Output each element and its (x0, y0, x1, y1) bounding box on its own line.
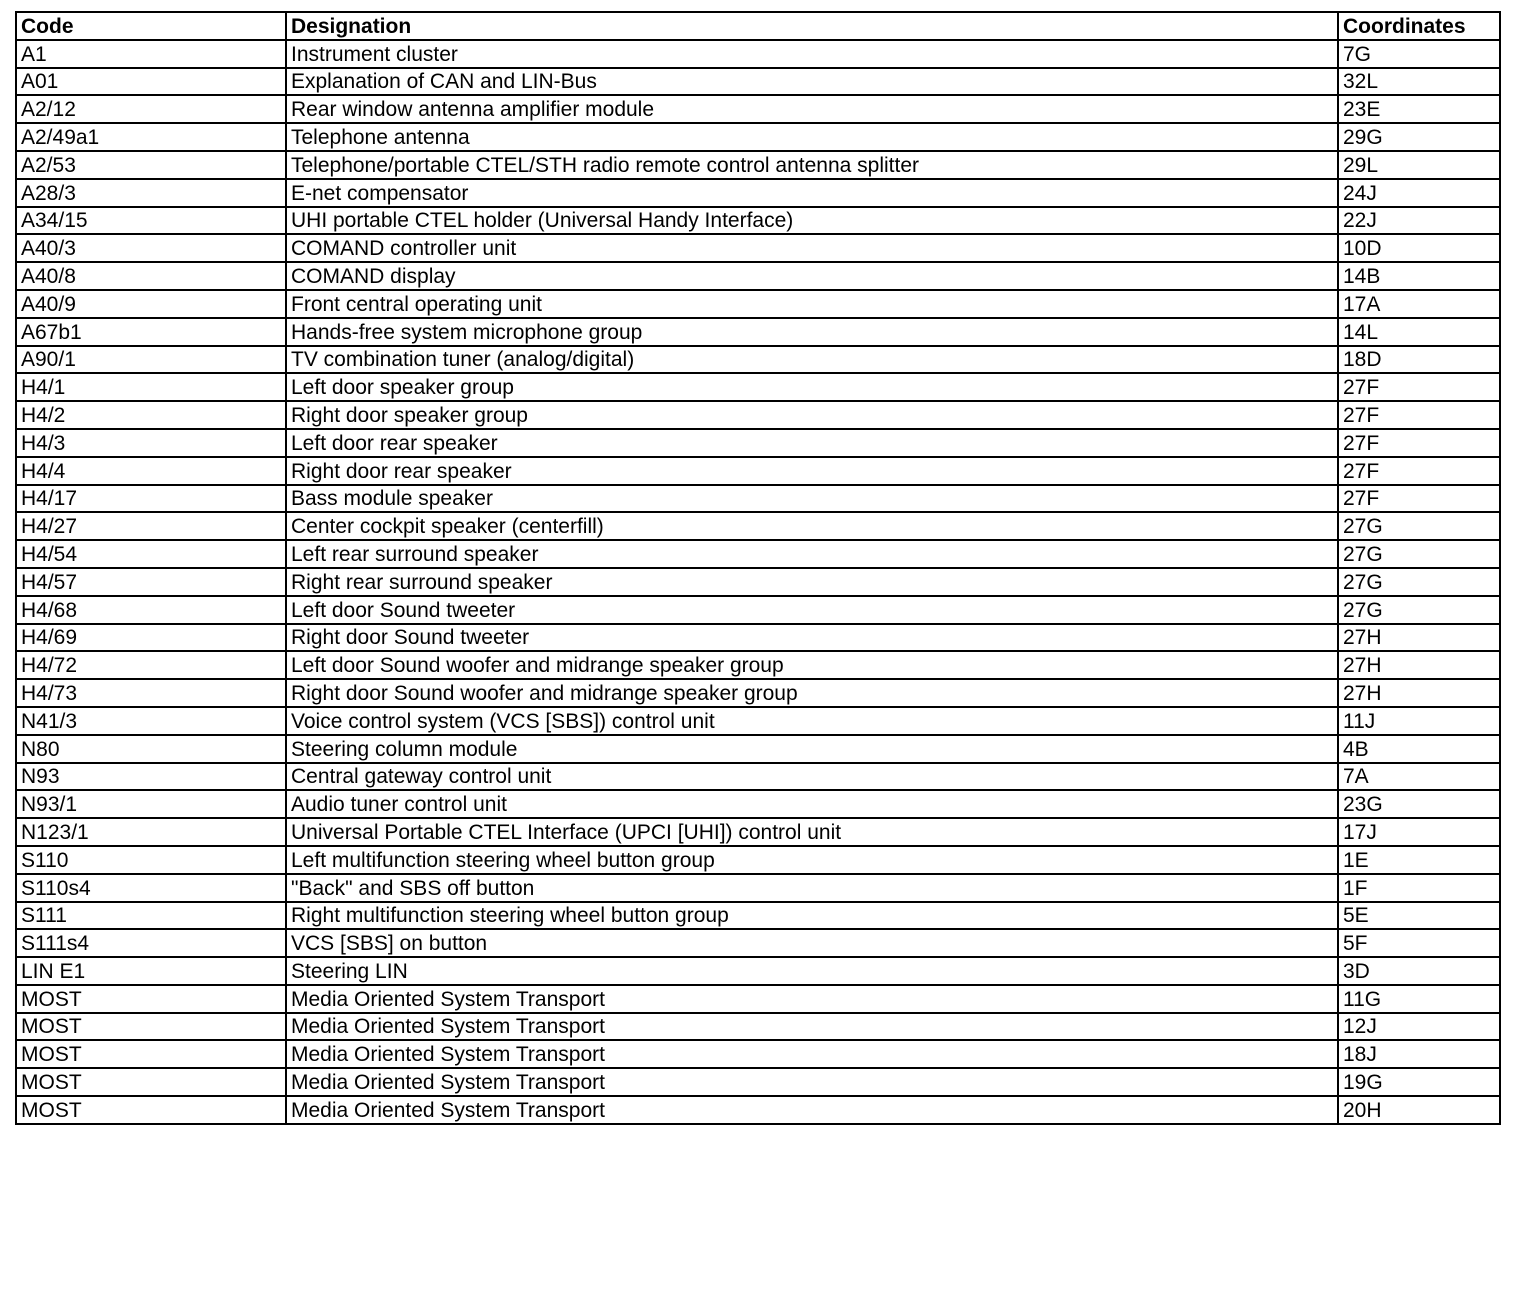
cell-code: A01 (16, 68, 286, 96)
cell-designation: Rear window antenna amplifier module (286, 95, 1338, 123)
cell-code: A90/1 (16, 346, 286, 374)
table-row (16, 790, 1500, 818)
cell-coordinates: 14L (1338, 318, 1500, 346)
table-row (16, 234, 1500, 262)
cell-designation: Right rear surround speaker (286, 568, 1338, 596)
cell-code: S110 (16, 846, 286, 874)
cell-code: H4/72 (16, 651, 286, 679)
cell-code: N93 (16, 763, 286, 791)
cell-coordinates: 27F (1338, 373, 1500, 401)
table-row (16, 318, 1500, 346)
cell-coordinates: 18J (1338, 1040, 1500, 1068)
cell-designation: UHI portable CTEL holder (Universal Handy Interface) (286, 207, 1338, 235)
cell-coordinates: 14B (1338, 262, 1500, 290)
cell-coordinates: 1E (1338, 846, 1500, 874)
cell-code: S111 (16, 902, 286, 930)
cell-designation: COMAND display (286, 262, 1338, 290)
table-row (16, 568, 1500, 596)
table-row (16, 429, 1500, 457)
cell-coordinates: 27F (1338, 401, 1500, 429)
table-row (16, 846, 1500, 874)
cell-coordinates: 20H (1338, 1096, 1500, 1124)
cell-coordinates: 12J (1338, 1013, 1500, 1041)
cell-code: H4/57 (16, 568, 286, 596)
table-row (16, 624, 1500, 652)
table-row (16, 262, 1500, 290)
cell-coordinates: 27F (1338, 485, 1500, 513)
cell-designation: Hands-free system microphone group (286, 318, 1338, 346)
cell-coordinates: 18D (1338, 346, 1500, 374)
table-row (16, 596, 1500, 624)
table-row (16, 818, 1500, 846)
cell-code: LIN E1 (16, 957, 286, 985)
cell-designation: Left door rear speaker (286, 429, 1338, 457)
cell-coordinates: 29L (1338, 151, 1500, 179)
cell-designation: TV combination tuner (analog/digital) (286, 346, 1338, 374)
table-row (16, 457, 1500, 485)
cell-coordinates: 27H (1338, 651, 1500, 679)
cell-code: A40/9 (16, 290, 286, 318)
cell-designation: Center cockpit speaker (centerfill) (286, 512, 1338, 540)
cell-coordinates: 27H (1338, 679, 1500, 707)
cell-designation: Instrument cluster (286, 40, 1338, 68)
cell-code: A28/3 (16, 179, 286, 207)
table-row (16, 1040, 1500, 1068)
cell-designation: Voice control system (VCS [SBS]) control unit (286, 707, 1338, 735)
cell-code: A2/53 (16, 151, 286, 179)
cell-code: A34/15 (16, 207, 286, 235)
cell-code: H4/1 (16, 373, 286, 401)
table-row (16, 707, 1500, 735)
cell-coordinates: 27G (1338, 512, 1500, 540)
cell-code: A2/49a1 (16, 123, 286, 151)
cell-coordinates: 32L (1338, 68, 1500, 96)
table-row (16, 735, 1500, 763)
cell-designation: Telephone antenna (286, 123, 1338, 151)
cell-designation: Telephone/portable CTEL/STH radio remote control antenna splitter (286, 151, 1338, 179)
cell-code: N123/1 (16, 818, 286, 846)
header-designation: Designation (286, 12, 1338, 40)
cell-designation: Right door speaker group (286, 401, 1338, 429)
table-row (16, 401, 1500, 429)
table-body (16, 40, 1500, 1124)
table-row (16, 95, 1500, 123)
cell-designation: Front central operating unit (286, 290, 1338, 318)
table-row (16, 929, 1500, 957)
cell-code: N41/3 (16, 707, 286, 735)
table-row (16, 651, 1500, 679)
table-row (16, 40, 1500, 68)
header-code: Code (16, 12, 286, 40)
table-row (16, 957, 1500, 985)
cell-coordinates: 27F (1338, 429, 1500, 457)
cell-code: A2/12 (16, 95, 286, 123)
cell-designation: Left multifunction steering wheel button group (286, 846, 1338, 874)
cell-coordinates: 24J (1338, 179, 1500, 207)
cell-code: S110s4 (16, 874, 286, 902)
table-row (16, 207, 1500, 235)
cell-designation: Media Oriented System Transport (286, 1096, 1338, 1124)
cell-coordinates: 3D (1338, 957, 1500, 985)
cell-coordinates: 1F (1338, 874, 1500, 902)
table-row (16, 1068, 1500, 1096)
cell-code: H4/2 (16, 401, 286, 429)
cell-designation: Media Oriented System Transport (286, 1040, 1338, 1068)
cell-coordinates: 29G (1338, 123, 1500, 151)
cell-designation: Right door rear speaker (286, 457, 1338, 485)
cell-code: A40/8 (16, 262, 286, 290)
table-row (16, 540, 1500, 568)
table-row (16, 151, 1500, 179)
table-row (16, 1013, 1500, 1041)
cell-coordinates: 27G (1338, 540, 1500, 568)
table-row (16, 179, 1500, 207)
cell-designation: Bass module speaker (286, 485, 1338, 513)
cell-coordinates: 17A (1338, 290, 1500, 318)
cell-coordinates: 27G (1338, 568, 1500, 596)
cell-coordinates: 23G (1338, 790, 1500, 818)
cell-designation: Steering LIN (286, 957, 1338, 985)
cell-coordinates: 11J (1338, 707, 1500, 735)
cell-designation: Steering column module (286, 735, 1338, 763)
table-header-row (16, 12, 1500, 40)
cell-coordinates: 27G (1338, 596, 1500, 624)
table-row (16, 346, 1500, 374)
cell-designation: Media Oriented System Transport (286, 1013, 1338, 1041)
table-row (16, 290, 1500, 318)
cell-designation: Left rear surround speaker (286, 540, 1338, 568)
cell-coordinates: 23E (1338, 95, 1500, 123)
cell-coordinates: 5E (1338, 902, 1500, 930)
cell-designation: Media Oriented System Transport (286, 1068, 1338, 1096)
cell-designation: Left door Sound tweeter (286, 596, 1338, 624)
cell-code: MOST (16, 1096, 286, 1124)
cell-code: H4/4 (16, 457, 286, 485)
cell-coordinates: 19G (1338, 1068, 1500, 1096)
cell-coordinates: 10D (1338, 234, 1500, 262)
cell-designation: "Back" and SBS off button (286, 874, 1338, 902)
table-row (16, 485, 1500, 513)
cell-code: H4/69 (16, 624, 286, 652)
cell-designation: Central gateway control unit (286, 763, 1338, 791)
cell-coordinates: 7A (1338, 763, 1500, 791)
cell-code: S111s4 (16, 929, 286, 957)
cell-code: MOST (16, 1068, 286, 1096)
component-table (15, 11, 1501, 1125)
table-row (16, 763, 1500, 791)
cell-designation: Right door Sound woofer and midrange speaker group (286, 679, 1338, 707)
table-row (16, 68, 1500, 96)
cell-code: H4/17 (16, 485, 286, 513)
cell-coordinates: 11G (1338, 985, 1500, 1013)
table-row (16, 902, 1500, 930)
cell-code: H4/68 (16, 596, 286, 624)
cell-designation: Right door Sound tweeter (286, 624, 1338, 652)
table-row (16, 874, 1500, 902)
cell-designation: Media Oriented System Transport (286, 985, 1338, 1013)
cell-code: H4/3 (16, 429, 286, 457)
component-table-container (15, 11, 1501, 1125)
cell-designation: Explanation of CAN and LIN-Bus (286, 68, 1338, 96)
cell-designation: E-net compensator (286, 179, 1338, 207)
cell-coordinates: 17J (1338, 818, 1500, 846)
cell-coordinates: 4B (1338, 735, 1500, 763)
table-row (16, 679, 1500, 707)
cell-coordinates: 27F (1338, 457, 1500, 485)
cell-code: H4/27 (16, 512, 286, 540)
cell-coordinates: 7G (1338, 40, 1500, 68)
cell-coordinates: 27H (1338, 624, 1500, 652)
cell-designation: Right multifunction steering wheel button group (286, 902, 1338, 930)
table-row (16, 373, 1500, 401)
cell-code: H4/73 (16, 679, 286, 707)
cell-code: MOST (16, 985, 286, 1013)
cell-code: A1 (16, 40, 286, 68)
cell-designation: Universal Portable CTEL Interface (UPCI [UHI]) control unit (286, 818, 1338, 846)
table-row (16, 512, 1500, 540)
cell-code: H4/54 (16, 540, 286, 568)
cell-code: A40/3 (16, 234, 286, 262)
header-coordinates: Coordinates (1338, 12, 1500, 40)
cell-code: N93/1 (16, 790, 286, 818)
cell-code: MOST (16, 1013, 286, 1041)
cell-designation: Left door speaker group (286, 373, 1338, 401)
cell-designation: Audio tuner control unit (286, 790, 1338, 818)
cell-coordinates: 22J (1338, 207, 1500, 235)
table-row (16, 123, 1500, 151)
cell-code: MOST (16, 1040, 286, 1068)
cell-designation: COMAND controller unit (286, 234, 1338, 262)
table-row (16, 1096, 1500, 1124)
cell-coordinates: 5F (1338, 929, 1500, 957)
cell-designation: Left door Sound woofer and midrange speaker group (286, 651, 1338, 679)
cell-designation: VCS [SBS] on button (286, 929, 1338, 957)
cell-code: A67b1 (16, 318, 286, 346)
table-row (16, 985, 1500, 1013)
cell-code: N80 (16, 735, 286, 763)
